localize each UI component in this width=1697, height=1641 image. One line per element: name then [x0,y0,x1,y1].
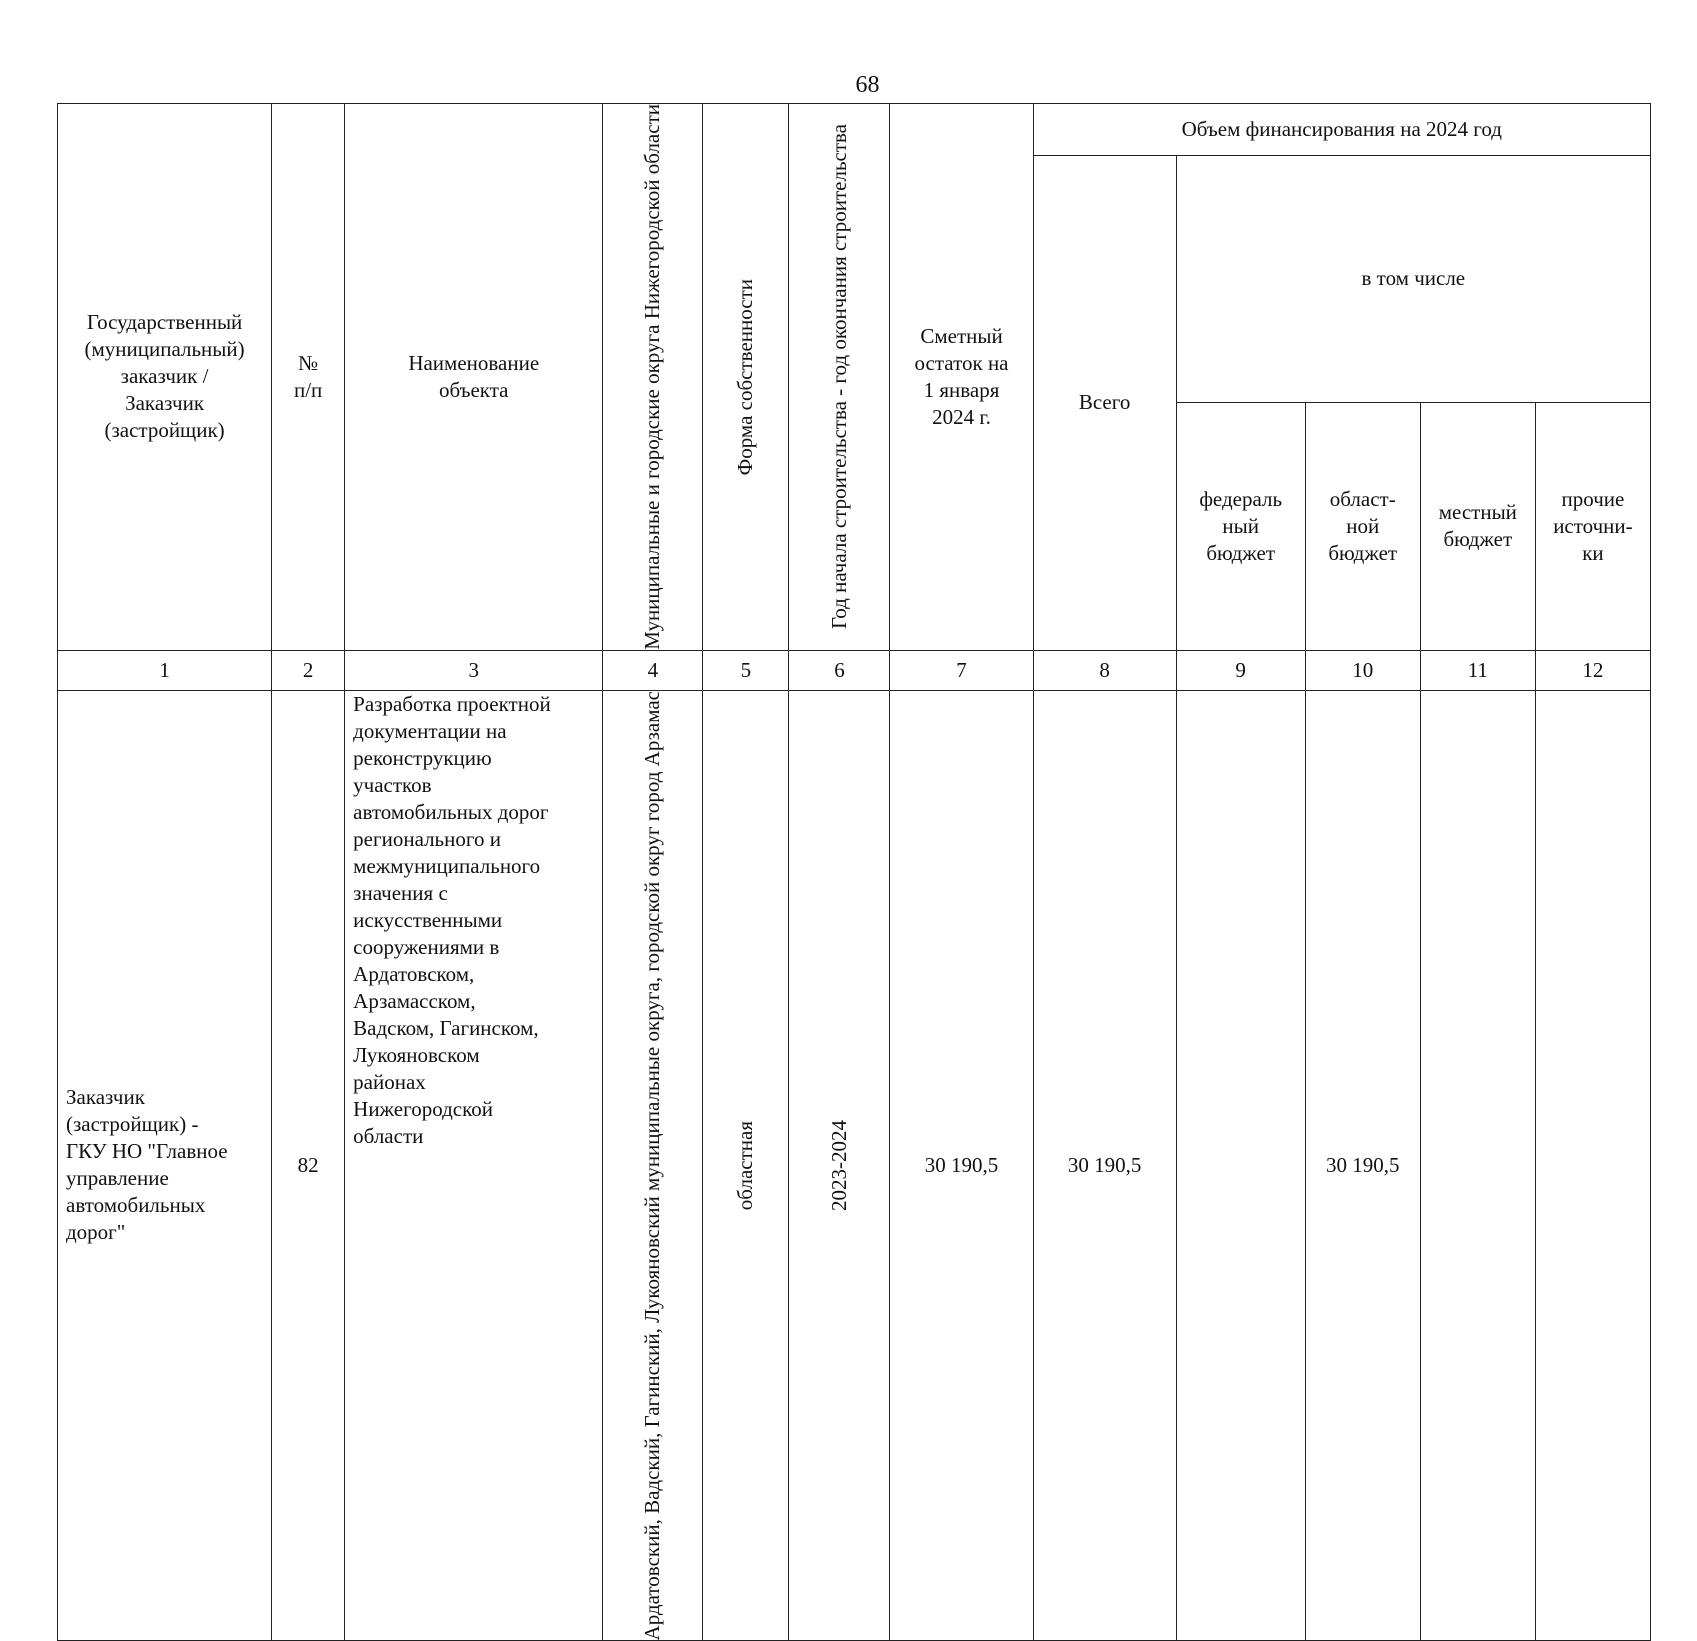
row-municipalities [603,690,703,1640]
row-local [1420,690,1535,1640]
header-customer: Государственный (муниципальный) заказчик / Заказчик (застройщик) [58,104,272,651]
header-regional: област- ной бюджет [1305,402,1420,650]
header-total: Всего [1033,156,1176,651]
row-years [789,690,890,1640]
row-object-name: Разработка проектной документации на реконструкцию участков автомобильных дорог регионального и межмуниципального значения с искусственными сооружениями в Ардатовском, Арзамасском, Вадском, Гагинском, Лукояновском районах Нижегородской области [345,690,603,1640]
row-municipalities-label: Ардатовский, Вадский, Гагинский, Лукояновский муниципальные округа, городской округ город Арзамас [640,690,665,1641]
header-municipalities-label: Муниципальные и городские округа Нижегородской области [640,104,665,650]
row-federal [1176,690,1305,1640]
header-ownership [703,104,789,651]
column-number: 1 [58,650,272,690]
column-number: 4 [603,650,703,690]
column-numbers-row [58,650,1651,690]
header-ownership-label: Форма собственности [733,278,758,476]
header-municipalities [603,104,703,651]
row-regional: 30 190,5 [1305,690,1420,1640]
column-number: 9 [1176,650,1305,690]
column-number: 11 [1420,650,1535,690]
row-number: 82 [272,690,345,1640]
investment-table [57,103,1651,1641]
row-other [1535,690,1650,1640]
row-estimated-balance: 30 190,5 [890,690,1033,1640]
header-local: местный бюджет [1420,402,1535,650]
page-number: 68 [855,72,880,98]
header-including: в том числе [1176,156,1650,403]
column-number: 8 [1033,650,1176,690]
header-number: № п/п [272,104,345,651]
column-number: 5 [703,650,789,690]
column-number: 10 [1305,650,1420,690]
row-customer: Заказчик (застройщик) - ГКУ НО "Главное управление автомобильных дорог" [58,690,272,1640]
row-years-label: 2023-2024 [826,1119,851,1211]
row-ownership [703,690,789,1640]
header-federal: федераль ный бюджет [1176,402,1305,650]
column-number: 12 [1535,650,1650,690]
header-years-label: Год начала строительства - год окончания строительства [826,124,851,630]
row-ownership-label: областная [733,1120,758,1211]
column-number: 2 [272,650,345,690]
table-row [58,690,1651,1640]
header-financing: Объем финансирования на 2024 год [1033,104,1650,156]
header-other: прочие источни- ки [1535,402,1650,650]
header-years [789,104,890,651]
column-number: 3 [345,650,603,690]
column-number: 6 [789,650,890,690]
header-estimated-balance: Сметный остаток на 1 января 2024 г. [890,104,1033,651]
row-total: 30 190,5 [1033,690,1176,1640]
header-object-name: Наименование объекта [345,104,603,651]
column-number: 7 [890,650,1033,690]
